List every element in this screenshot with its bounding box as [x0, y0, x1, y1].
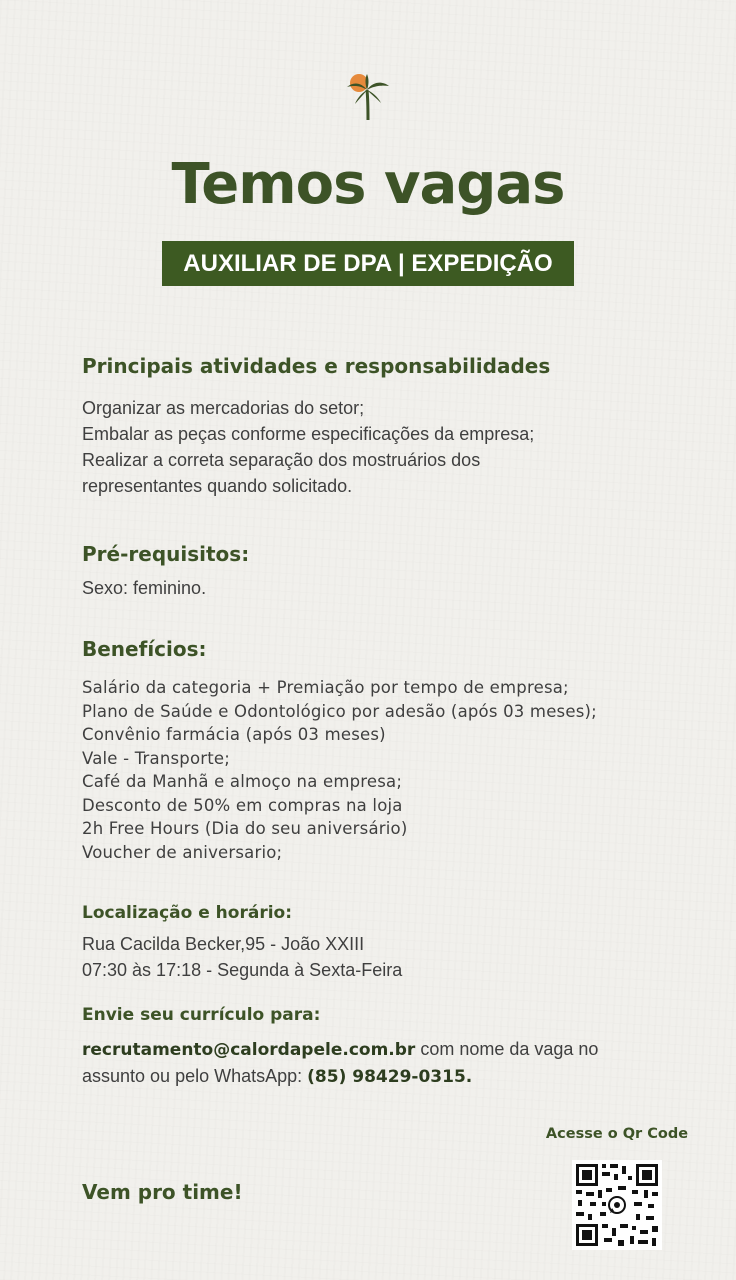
qr-caption: Acesse o Qr Code	[545, 1126, 689, 1142]
list-item: Organizar as mercadorias do setor;	[82, 398, 365, 418]
email-link[interactable]: recrutamento@calordapele.com.br	[82, 1040, 416, 1060]
list-item: 2h Free Hours (Dia do seu aniversário)	[82, 819, 408, 838]
whatsapp-icon	[607, 1195, 627, 1215]
list-item: Sexo: feminino.	[82, 578, 207, 598]
list-item: Voucher de aniversario;	[82, 842, 283, 862]
benefits-list	[82, 676, 712, 864]
page-title: Temos vagas	[171, 152, 565, 217]
apply-text: com nome da vaga no assunto ou pelo WhatsApp:	[82, 1039, 599, 1086]
qr-code[interactable]	[572, 1160, 662, 1250]
address-line: Rua Cacilda Becker,95 - João XXIII	[82, 934, 365, 954]
activities-heading: Principais atividades e responsabilidades	[82, 354, 551, 378]
list-item: Convênio farmácia (após 03 meses)	[82, 725, 386, 744]
prerequisites-heading: Pré-requisitos:	[82, 542, 250, 566]
list-item: Embalar as peças conforme especificações da empresa;	[82, 424, 535, 444]
list-item: Desconto de 50% em compras na loja	[82, 795, 403, 815]
location-heading: Localização e horário:	[82, 903, 293, 923]
schedule-line: 07:30 às 17:18 - Segunda à Sexta-Feira	[82, 960, 403, 980]
job-role-banner: AUXILIAR DE DPA | EXPEDIÇÃO	[162, 241, 574, 286]
palm-tree-sun-icon	[343, 70, 393, 122]
list-item: Vale - Transporte;	[82, 748, 231, 768]
list-item: Salário da categoria + Premiação por tempo de empresa;	[82, 678, 569, 697]
apply-heading: Envie seu currículo para:	[82, 1005, 321, 1025]
location-list	[82, 931, 402, 983]
prerequisites-list	[82, 575, 206, 601]
list-item: Plano de Saúde e Odontológico por adesão (após 03 meses);	[82, 701, 597, 721]
list-item: representantes quando solicitado.	[82, 476, 353, 496]
activities-list	[82, 395, 702, 499]
list-item: Café da Manhã e almoço na empresa;	[82, 772, 403, 791]
closing-slogan: Vem pro time!	[82, 1180, 243, 1204]
whatsapp-phone[interactable]: (85) 98429-0315.	[307, 1067, 473, 1087]
apply-instructions	[82, 1036, 642, 1090]
benefits-heading: Benefícios:	[82, 637, 207, 661]
list-item: Realizar a correta separação dos mostruários dos	[82, 450, 481, 470]
